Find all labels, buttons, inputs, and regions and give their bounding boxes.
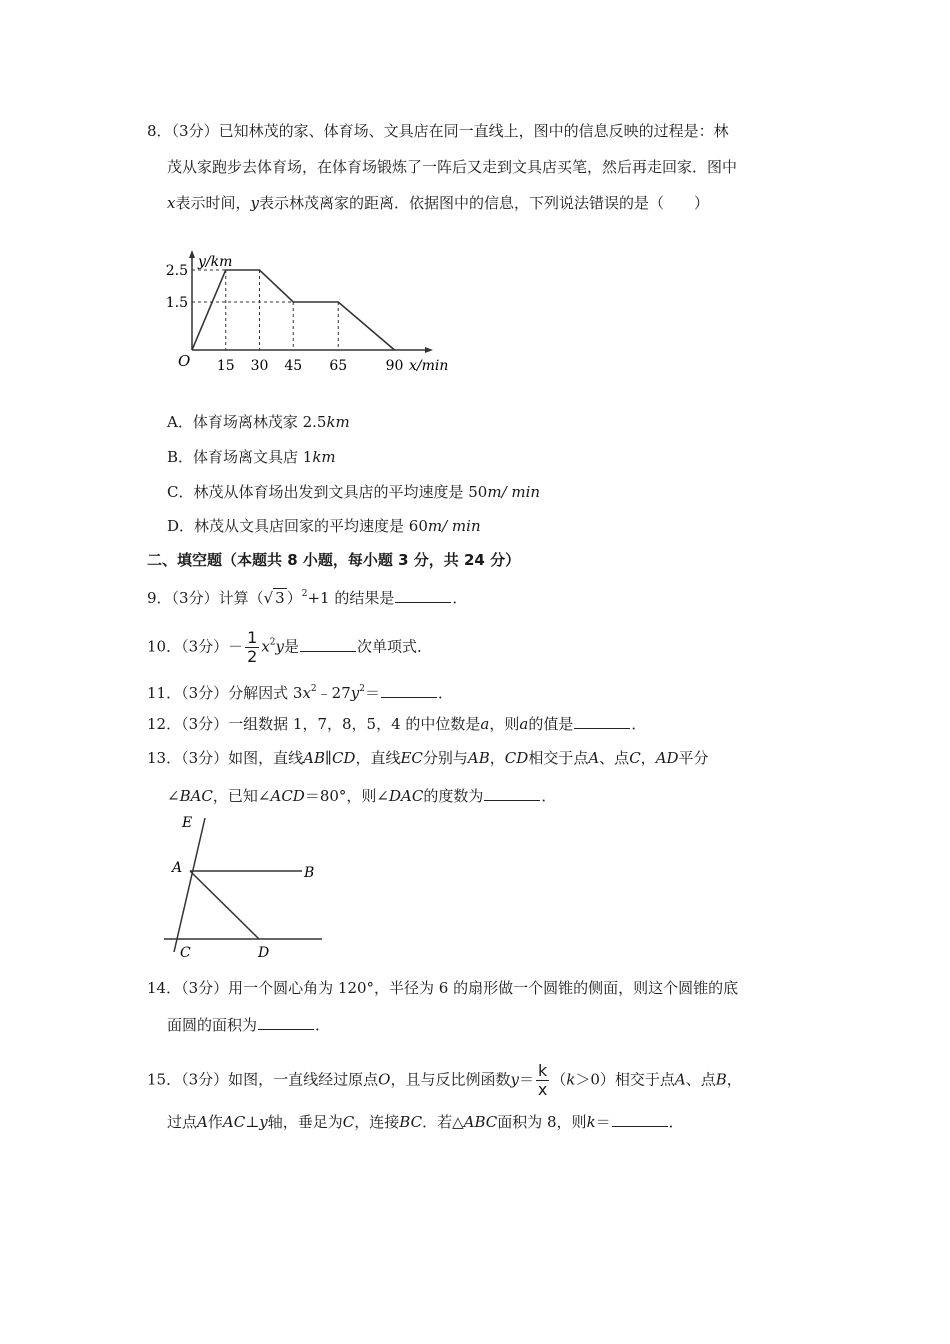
y-tick-label: 2.5 [165, 263, 188, 279]
x-tick-label: 90 [385, 358, 404, 374]
q13-line2: ∠BAC，已知∠ACD＝80°，则∠DAC的度数为 ． [167, 787, 557, 805]
label-d: D [258, 945, 270, 960]
fraction-k-over-x: $\frac{k}{x}$ [537, 1061, 548, 1099]
y-axis-arrow [189, 250, 195, 258]
x-tick-label: 15 [216, 358, 235, 374]
q13-line1: 13．（3分）如图，直线AB∥CD，直线EC分别与AB，CD相交于点A、点C，AD平分 [147, 749, 709, 767]
q8-option-a: A．体育场离林茂家 2.5km [167, 413, 350, 431]
x-axis-label: x/min [409, 358, 449, 374]
distance-time-graph [160, 220, 450, 380]
q14-answer-blank[interactable] [258, 1015, 314, 1030]
q12-answer-blank[interactable] [574, 714, 630, 729]
sqrt-symbol: √ [263, 589, 274, 607]
q8-option-d: D．林茂从文具店回家的平均速度是 60m/ min [167, 517, 481, 535]
origin-label: O [178, 352, 191, 370]
q11: 11．（3分）分解因式 $3x^2﹣27y^2=$ ． [147, 684, 453, 702]
q15-line2: 过点A作AC⊥y轴，垂足为C，连接BC．若△ABC面积为 8，则k＝ ． [167, 1113, 684, 1131]
x-tick-label: 65 [329, 358, 348, 374]
q8-line2: 茂从家跑步去体育场，在体育场锻炼了一阵后又走到文具店买笔，然后再走回家．图中 [167, 158, 738, 176]
q14-line2: 面圆的面积为 ． [167, 1016, 331, 1034]
label-b: B [304, 865, 315, 881]
q15-line1: 15．（3分）如图，一直线经过原点O，且与反比例函数y＝ $\frac{k}{x}$ （k＞0）相交于点A、点B， [147, 1061, 742, 1099]
label-a: A [172, 860, 183, 876]
section-heading: 二、填空题（本题共 8 小题，每小题 3 分，共 24 分） [147, 551, 521, 569]
x-tick-label: 30 [250, 358, 269, 374]
q10: 10．（3分）－ $\frac{1}{2}$ $x^2y$是 次单项式． [147, 628, 433, 666]
segment-ad [190, 871, 259, 939]
q15-answer-blank[interactable] [612, 1112, 668, 1127]
parallel-lines-figure [160, 810, 330, 960]
q14-line1: 14．（3分）用一个圆心角为 120°，半径为 6 的扇形做一个圆锥的侧面，则这个圆锥的底 [147, 979, 739, 997]
q12: 12．（3分）一组数据 1，7，8，5，4 的中位数是a，则a的值是 ． [147, 715, 647, 733]
line-ec [174, 818, 205, 952]
q8-option-b: B．体育场离文具店 1km [167, 448, 336, 466]
q10-answer-blank[interactable] [300, 637, 356, 652]
q11-answer-blank[interactable] [381, 683, 437, 698]
q13-answer-blank[interactable] [484, 786, 540, 801]
q8-option-c: C．林茂从体育场出发到文具店的平均速度是 50m/ min [167, 483, 541, 501]
y-tick-label: 1.5 [165, 295, 188, 311]
label-e: E [182, 815, 193, 831]
q9-answer-blank[interactable] [395, 588, 451, 603]
q8-line3: x表示时间，y表示林茂离家的距离．依据图中的信息，下列说法错误的是（ ） [167, 194, 709, 212]
x-tick-label: 45 [284, 358, 303, 374]
x-axis-arrow [425, 347, 433, 353]
y-axis-label: y/km [198, 254, 233, 270]
fraction-one-half: $\frac{1}{2}$ [247, 628, 258, 666]
q9: 9．（3分）计算（√ 3 ）$^2$+1 的结果是 ． [147, 589, 468, 607]
q8-line1: 8．（3分）已知林茂的家、体育场、文具店在同一直线上，图中的信息反映的过程是：林 [147, 122, 729, 140]
label-c: C [180, 945, 191, 960]
